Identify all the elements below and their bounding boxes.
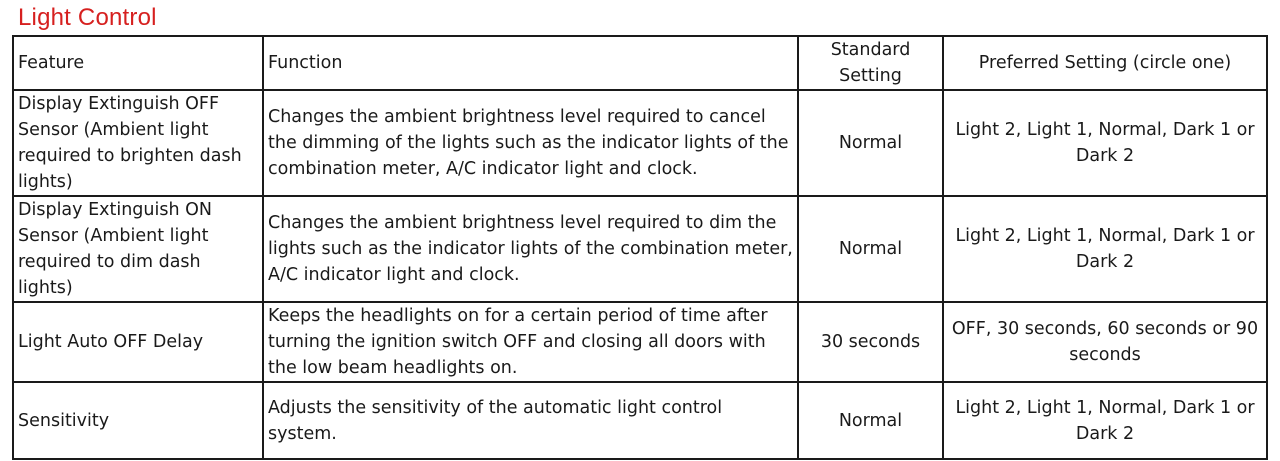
cell-feature: Sensitivity — [13, 382, 263, 459]
header-standard-setting: Standard Setting — [798, 36, 943, 90]
section-title: Light Control — [18, 4, 157, 31]
cell-preferred: OFF, 30 seconds, 60 seconds or 90 seconds — [943, 302, 1267, 382]
cell-standard: Normal — [798, 90, 943, 196]
light-control-table — [12, 35, 1268, 460]
cell-function: Adjusts the sensitivity of the automatic light control system. — [263, 382, 798, 459]
header-row — [13, 36, 1267, 90]
header-function: Function — [263, 36, 798, 90]
cell-feature: Display Extinguish ON Sensor (Ambient light required to dim dash lights) — [13, 196, 263, 302]
cell-preferred: Light 2, Light 1, Normal, Dark 1 or Dark 2 — [943, 382, 1267, 459]
cell-feature: Display Extinguish OFF Sensor (Ambient light required to brighten dash lights) — [13, 90, 263, 196]
cell-feature: Light Auto OFF Delay — [13, 302, 263, 382]
cell-standard: Normal — [798, 382, 943, 459]
cell-preferred: Light 2, Light 1, Normal, Dark 1 or Dark 2 — [943, 90, 1267, 196]
cell-preferred: Light 2, Light 1, Normal, Dark 1 or Dark 2 — [943, 196, 1267, 302]
header-preferred-setting: Preferred Setting (circle one) — [943, 36, 1267, 90]
table-row — [13, 196, 1267, 302]
cell-standard: 30 seconds — [798, 302, 943, 382]
table-row — [13, 90, 1267, 196]
cell-function: Changes the ambient brightness level required to dim the lights such as the indicator lights of the combination meter, A/C indicator light and clock. — [263, 196, 798, 302]
cell-standard: Normal — [798, 196, 943, 302]
table-row — [13, 302, 1267, 382]
table-row — [13, 382, 1267, 459]
header-feature: Feature — [13, 36, 263, 90]
cell-function: Changes the ambient brightness level required to cancel the dimming of the lights such as the indicator lights of the combination meter, A/C indicator light and clock. — [263, 90, 798, 196]
cell-function: Keeps the headlights on for a certain period of time after turning the ignition switch OFF and closing all doors with the low beam headlights on. — [263, 302, 798, 382]
